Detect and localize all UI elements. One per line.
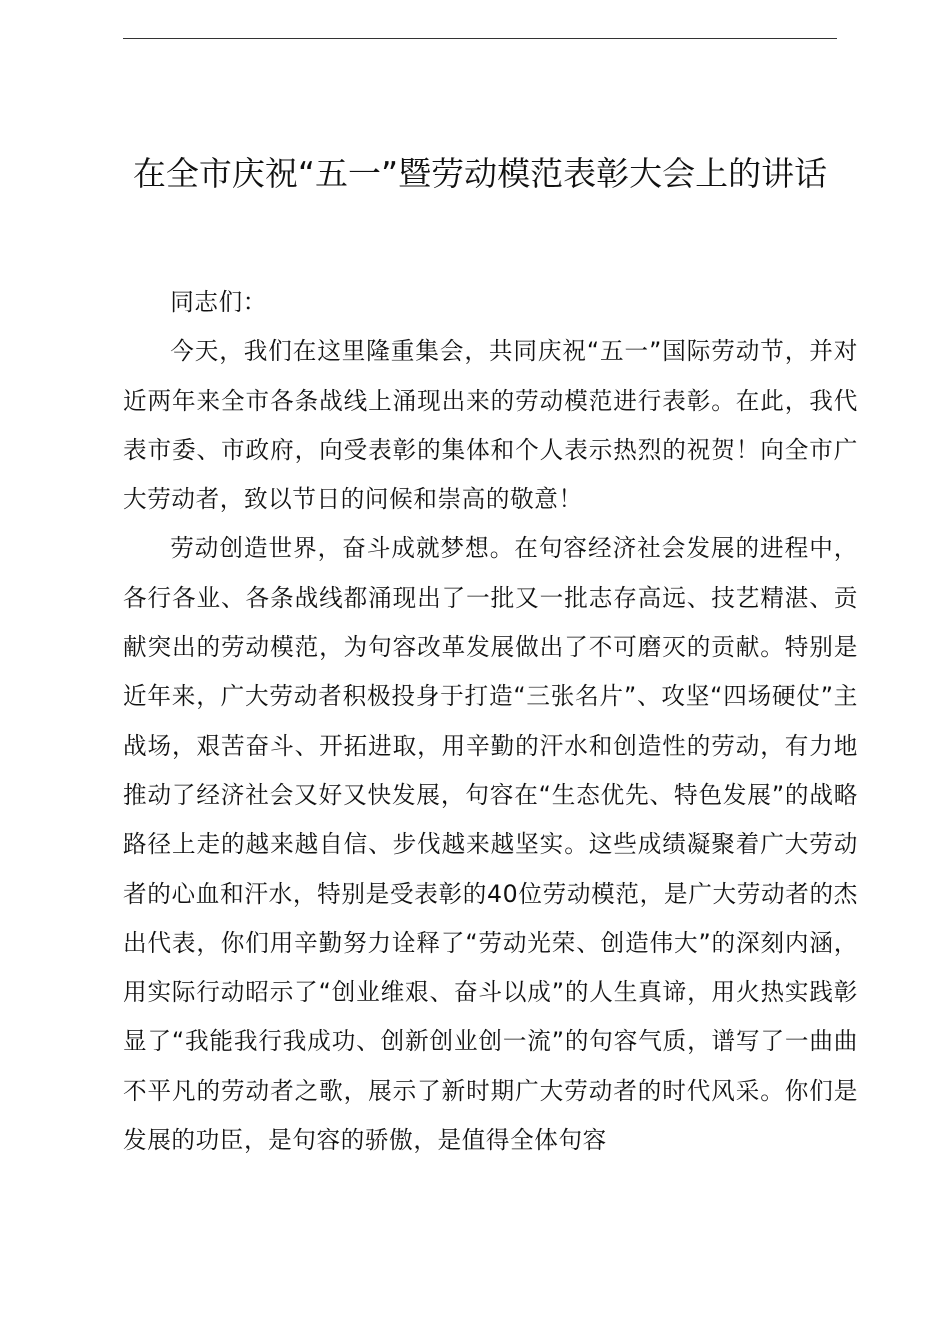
header-rule bbox=[123, 38, 837, 39]
paragraph: 今天，我们在这里隆重集会，共同庆祝“五一”国际劳动节，并对近两年来全市各条战线上涌现出来的劳动模范进行表彰。在此，我代表市委、市政府，向受表彰的集体和个人表示热烈的祝贺！向全市广大劳动者，致以节日的问候和崇高的敬意！ bbox=[123, 337, 858, 514]
paragraph: 劳动创造世界，奋斗成就梦想。在句容经济社会发展的进程中，各行各业、各条战线都涌现出了一批又一批志存高远、技艺精湛、贡献突出的劳动模范，为句容改革发展做出了不可磨灭的贡献。特别是近年来，广大劳动者积极投身于打造“三张名片”、攻坚“四场硬仗”主战场，艰苦奋斗、开拓进取，用辛勤的汗水和创造性的劳动，有力地推动了经济社会又好又快发展，句容在“生态优先、特色发展”的战略路径上走的越来越自信、步伐越来越坚实。这些成绩凝聚着广大劳动者的心血和汗水，特别是受表彰的40位劳动模范，是广大劳动者的杰出代表，你们用辛勤努力诠释了“劳动光荣、创造伟大”的深刻内涵，用实际行动昭示了“创业维艰、奋斗以成”的人生真谛，用火热实践彰显了“我能我行我成功、创新创业创一流”的句容气质，谱写了一曲曲不平凡的劳动者之歌，展示了新时期广大劳动者的时代风采。你们是发展的功臣，是句容的骄傲，是值得全体句容 bbox=[123, 534, 858, 1155]
salutation: 同志们： bbox=[170, 288, 267, 316]
document-title: 在全市庆祝“五一”暨劳动模范表彰大会上的讲话 bbox=[132, 154, 828, 193]
document-body bbox=[123, 278, 858, 1165]
